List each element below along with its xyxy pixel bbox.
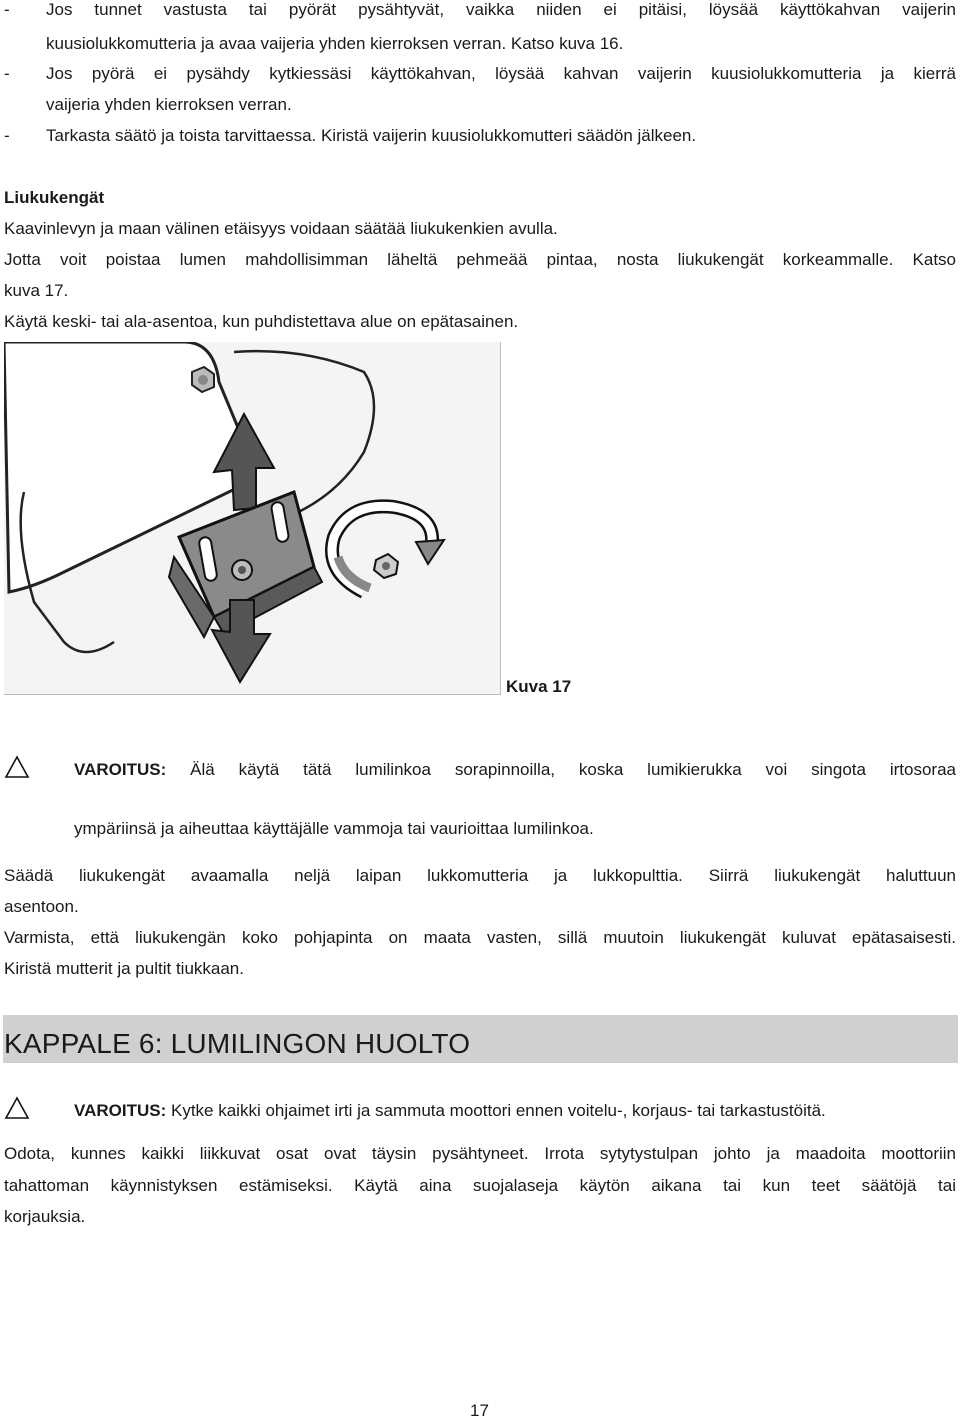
bullet-1-line-2: kuusiolukkomutteria ja avaa vaijeria yhden kierroksen verran. Katso kuva 16.	[46, 34, 624, 53]
warning-1-text: Älä käytä tätä lumilinkoa sorapinnoilla, koska lumikierukka voi singota irtosoraa	[190, 760, 956, 779]
bullet-2-line-1: Jos pyörä ei pysähdy kytkiessäsi käyttökahvan, löysää kahvan vaijerin kuusiolukkomutteria ja kierrä	[46, 64, 956, 83]
figure-caption: Kuva 17	[506, 677, 572, 696]
warning-2-label: VAROITUS:	[74, 1101, 167, 1120]
page-number: 17	[470, 1401, 489, 1420]
adjust-line-1: Säädä liukukengät avaamalla neljä laipan lukkomutteria ja lukkopulttia. Siirrä liukukengät haluttuun	[4, 866, 956, 885]
warning-triangle-icon	[4, 755, 30, 779]
warning-1-line-1	[74, 760, 956, 780]
skid-shoe-diagram	[4, 342, 500, 694]
top-bolt-icon	[192, 367, 214, 392]
section-paragraph-3: Käytä keski- tai ala-asentoa, kun puhdistettava alue on epätasainen.	[4, 312, 519, 331]
maintenance-line-2: tahattoman käynnistyksen estämiseksi. Käytä aina suojalaseja käytön aikana tai kun teet säätöjä tai	[4, 1176, 956, 1195]
bullet-1-line-1: Jos tunnet vastusta tai pyörät pysähtyvät, vaikka niiden ei pitäisi, löysää käyttökahvan vaijerin	[46, 0, 956, 19]
section-paragraph-2-line-1: Jotta voit poistaa lumen mahdollisimman läheltä pehmeää pintaa, nosta liukukengät korkeammalle. Katso	[4, 250, 956, 269]
adjust-line-4: Kiristä mutterit ja pultit tiukkaan.	[4, 959, 244, 978]
adjust-line-3: Varmista, että liukukengän koko pohjapinta on maata vasten, sillä muutoin liukukengät kuluvat epätasaisesti.	[4, 928, 956, 947]
warning-1-label: VAROITUS:	[74, 760, 167, 779]
figure-17-illustration	[4, 342, 501, 695]
maintenance-line-3: korjauksia.	[4, 1207, 86, 1226]
bullet-dash: -	[4, 126, 10, 145]
chapter-title: KAPPALE 6: LUMILINGON HUOLTO	[4, 1028, 471, 1059]
bullet-dash: -	[4, 0, 10, 19]
bullet-2-line-2: vaijeria yhden kierroksen verran.	[46, 95, 292, 114]
bullet-dash: -	[4, 64, 10, 83]
section-paragraph-1: Kaavinlevyn ja maan välinen etäisyys voidaan säätää liukukenkien avulla.	[4, 219, 558, 238]
rotate-arrow-icon	[332, 506, 444, 592]
warning-2-line	[74, 1101, 956, 1121]
warning-1-line-2: ympäriinsä ja aiheuttaa käyttäjälle vammoja tai vaurioittaa lumilinkoa.	[74, 819, 594, 838]
maintenance-line-1: Odota, kunnes kaikki liikkuvat osat ovat täysin pysähtyneet. Irrota sytytystulpan johto ja maadoita moottoriin	[4, 1144, 956, 1163]
bullet-3-line-1: Tarkasta säätö ja toista tarvittaessa. Kiristä vaijerin kuusiolukkomutteri säädön jälkeen.	[46, 126, 697, 145]
lock-nut-icon	[374, 554, 398, 578]
warning-2-text: Kytke kaikki ohjaimet irti ja sammuta moottori ennen voitelu-, korjaus- tai tarkastustöitä.	[170, 1101, 826, 1120]
warning-triangle-icon	[4, 1096, 30, 1120]
section-paragraph-2-line-2: kuva 17.	[4, 281, 69, 300]
section-heading: Liukukengät	[4, 188, 105, 207]
adjust-line-2: asentoon.	[4, 897, 79, 916]
